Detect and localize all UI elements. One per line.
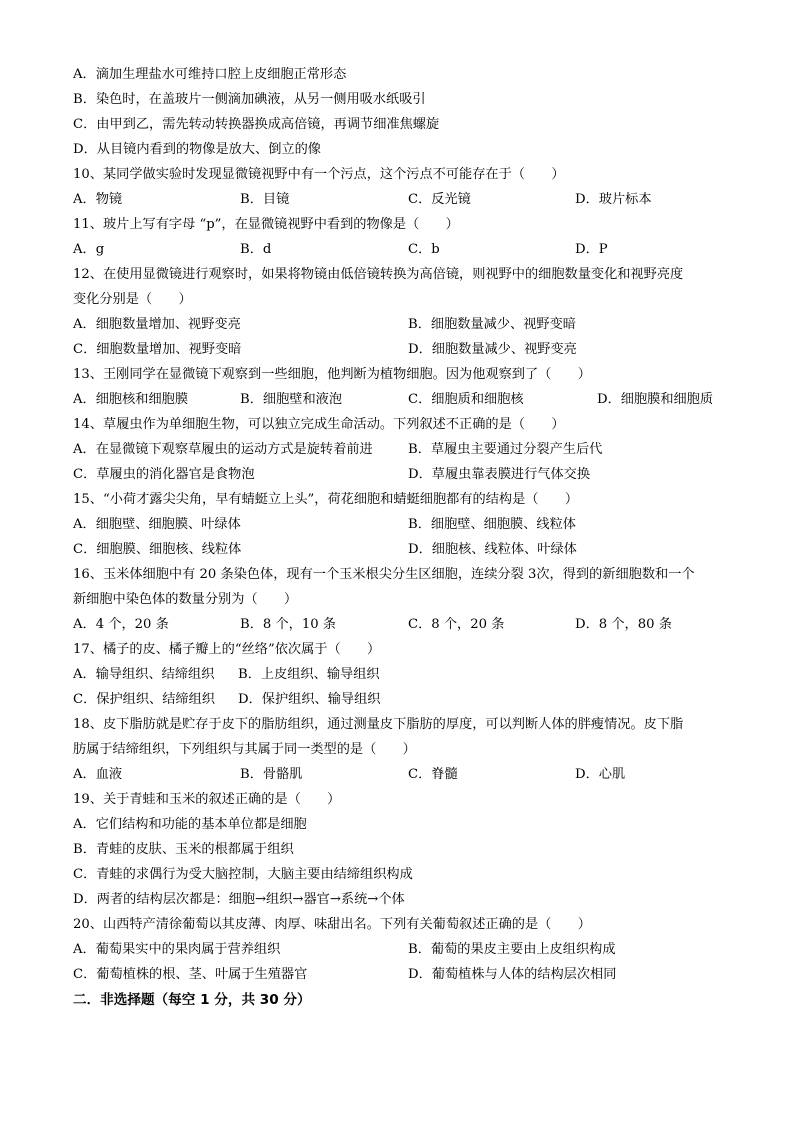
question-19-stem: 19、关于青蛙和玉米的叙述正确的是（ ） bbox=[73, 792, 341, 807]
exam-page bbox=[73, 62, 733, 1013]
question-14-options-row2 bbox=[73, 462, 733, 487]
prev-option-c: C．由甲到乙，需先转动转换器换成高倍镜，再调节细准焦螺旋 bbox=[73, 117, 440, 132]
question-20-stem: 20、山西特产清徐葡萄以其皮薄、肉厚、味甜出名。下列有关葡萄叙述正确的是（ ） bbox=[73, 917, 591, 932]
question-16-option-a: A．4 个，20 条 bbox=[73, 617, 169, 632]
question-17-option-a: A．输导组织、结缔组织 bbox=[73, 667, 215, 682]
question-12-stem-line1: 12、在使用显微镜进行观察时，如果将物镜由低倍镜转换为高倍镜，则视野中的细胞数量变化和视野亮度 bbox=[73, 267, 684, 282]
question-20-option-b: B．葡萄的果皮主要由上皮组织构成 bbox=[408, 942, 616, 957]
question-20-option-a: A．葡萄果实中的果肉属于营养组织 bbox=[73, 942, 281, 957]
question-16-option-c: C．8 个，20 条 bbox=[408, 617, 505, 632]
question-17-option-d: D．保护组织、输导组织 bbox=[238, 692, 381, 707]
question-14-option-c: C．草履虫的消化器官是食物泡 bbox=[73, 467, 255, 482]
question-15-options-row2 bbox=[73, 537, 733, 562]
prev-option-a: A．滴加生理盐水可维持口腔上皮细胞正常形态 bbox=[73, 67, 347, 82]
question-18-option-d: D．心肌 bbox=[575, 767, 626, 782]
question-16-option-b: B．8 个，10 条 bbox=[240, 617, 336, 632]
question-13-option-d: D．细胞膜和细胞质 bbox=[597, 392, 714, 407]
question-16-stem-line1: 16、玉米体细胞中有 20 条染色体，现有一个玉米根尖分生区细胞，连续分裂 3次，得到的新细胞数和一个 bbox=[73, 567, 695, 582]
question-20-options-row2 bbox=[73, 962, 733, 987]
question-14-options-row1 bbox=[73, 437, 733, 462]
question-18-stem-line1: 18、皮下脂肪就是贮存于皮下的脂肪组织，通过测量皮下脂肪的厚度，可以判断人体的胖瘦情况。皮下脂 bbox=[73, 717, 684, 732]
question-15-option-a: A．细胞壁、细胞膜、叶绿体 bbox=[73, 517, 241, 532]
prev-option-d: D．从目镜内看到的物像是放大、倒立的像 bbox=[73, 142, 321, 157]
question-11-stem: 11、玻片上写有字母 “p”，在显微镜视野中看到的物像是（ ） bbox=[73, 217, 459, 232]
question-19-option-c: C．青蛙的求偶行为受大脑控制，大脑主要由结缔组织构成 bbox=[73, 867, 413, 882]
question-17-option-c: C．保护组织、结缔组织 bbox=[73, 692, 215, 707]
question-15-option-b: B．细胞壁、细胞膜、线粒体 bbox=[408, 517, 576, 532]
question-17-option-b: B．上皮组织、输导组织 bbox=[238, 667, 380, 682]
question-12-option-d: D．细胞数量减少、视野变亮 bbox=[408, 342, 577, 357]
question-15-option-c: C．细胞膜、细胞核、线粒体 bbox=[73, 542, 242, 557]
question-17-options-row2 bbox=[73, 687, 733, 712]
question-13-options bbox=[73, 387, 733, 412]
question-15-options-row1 bbox=[73, 512, 733, 537]
question-15-stem: 15、“小荷才露尖尖角，早有蜻蜓立上头”，荷花细胞和蜻蜓细胞都有的结构是（ ） bbox=[73, 492, 579, 507]
question-12-option-b: B．细胞数量减少、视野变暗 bbox=[408, 317, 576, 332]
question-13-option-c: C．细胞质和细胞核 bbox=[408, 392, 524, 407]
question-10-options bbox=[73, 187, 733, 212]
question-11-option-c: C．b bbox=[408, 242, 440, 257]
question-13-stem: 13、王刚同学在显微镜下观察到一些细胞，他判断为植物细胞。因为他观察到了（ ） bbox=[73, 367, 591, 382]
question-19-option-d: D．两者的结构层次都是：细胞→组织→器官→系统→个体 bbox=[73, 892, 405, 907]
question-18-option-a: A．血液 bbox=[73, 767, 123, 782]
question-12-options-row2 bbox=[73, 337, 733, 362]
question-16-stem-line2: 新细胞中染色体的数量分别为（ ） bbox=[73, 592, 298, 607]
question-10-stem: 10、某同学做实验时发现显微镜视野中有一个污点，这个污点不可能存在于（ ） bbox=[73, 167, 565, 182]
question-16-option-d: D．8 个，80 条 bbox=[575, 617, 672, 632]
prev-option-b: B．染色时，在盖玻片一侧滴加碘液，从另一侧用吸水纸吸引 bbox=[73, 92, 426, 107]
question-13-option-a: A．细胞核和细胞膜 bbox=[73, 392, 189, 407]
question-12-options-row1 bbox=[73, 312, 733, 337]
question-20-option-d: D．葡萄植株与人体的结构层次相同 bbox=[408, 967, 617, 982]
question-10-option-a: A．物镜 bbox=[73, 192, 123, 207]
question-12-option-c: C．细胞数量增加、视野变暗 bbox=[73, 342, 242, 357]
question-19-option-b: B．青蛙的皮肤、玉米的根都属于组织 bbox=[73, 842, 294, 857]
question-14-option-a: A．在显微镜下观察草履虫的运动方式是旋转着前进 bbox=[73, 442, 373, 457]
question-11-option-a: A．g bbox=[73, 242, 105, 257]
question-10-option-d: D．玻片标本 bbox=[575, 192, 652, 207]
question-20-options-row1 bbox=[73, 937, 733, 962]
question-13-option-b: B．细胞壁和液泡 bbox=[240, 392, 343, 407]
question-18-option-c: C．脊髓 bbox=[408, 767, 458, 782]
question-18-options bbox=[73, 762, 733, 787]
question-18-option-b: B．骨骼肌 bbox=[240, 767, 303, 782]
question-14-stem: 14、草履虫作为单细胞生物，可以独立完成生命活动。下列叙述不正确的是（ ） bbox=[73, 417, 565, 432]
question-11-option-d: D．P bbox=[575, 242, 608, 257]
question-14-option-b: B．草履虫主要通过分裂产生后代 bbox=[408, 442, 603, 457]
section-2-heading: 二．非选择题（每空 1 分，共 30 分） bbox=[73, 992, 311, 1008]
question-18-stem-line2: 肪属于结缔组织，下列组织与其属于同一类型的是（ ） bbox=[73, 742, 416, 757]
question-10-option-c: C．反光镜 bbox=[408, 192, 471, 207]
question-17-stem: 17、橘子的皮、橘子瓣上的“丝络”依次属于（ ） bbox=[73, 642, 381, 657]
question-20-option-c: C．葡萄植株的根、茎、叶属于生殖器官 bbox=[73, 967, 308, 982]
question-11-option-b: B．d bbox=[240, 242, 272, 257]
question-17-options-row1 bbox=[73, 662, 733, 687]
question-14-option-d: D．草履虫靠表膜进行气体交换 bbox=[408, 467, 591, 482]
question-15-option-d: D．细胞核、线粒体、叶绿体 bbox=[408, 542, 577, 557]
question-19-option-a: A．它们结构和功能的基本单位都是细胞 bbox=[73, 817, 307, 832]
question-12-option-a: A．细胞数量增加、视野变亮 bbox=[73, 317, 241, 332]
question-12-stem-line2: 变化分别是（ ） bbox=[73, 292, 192, 307]
question-11-options bbox=[73, 237, 733, 262]
question-16-options bbox=[73, 612, 733, 637]
question-10-option-b: B．目镜 bbox=[240, 192, 290, 207]
